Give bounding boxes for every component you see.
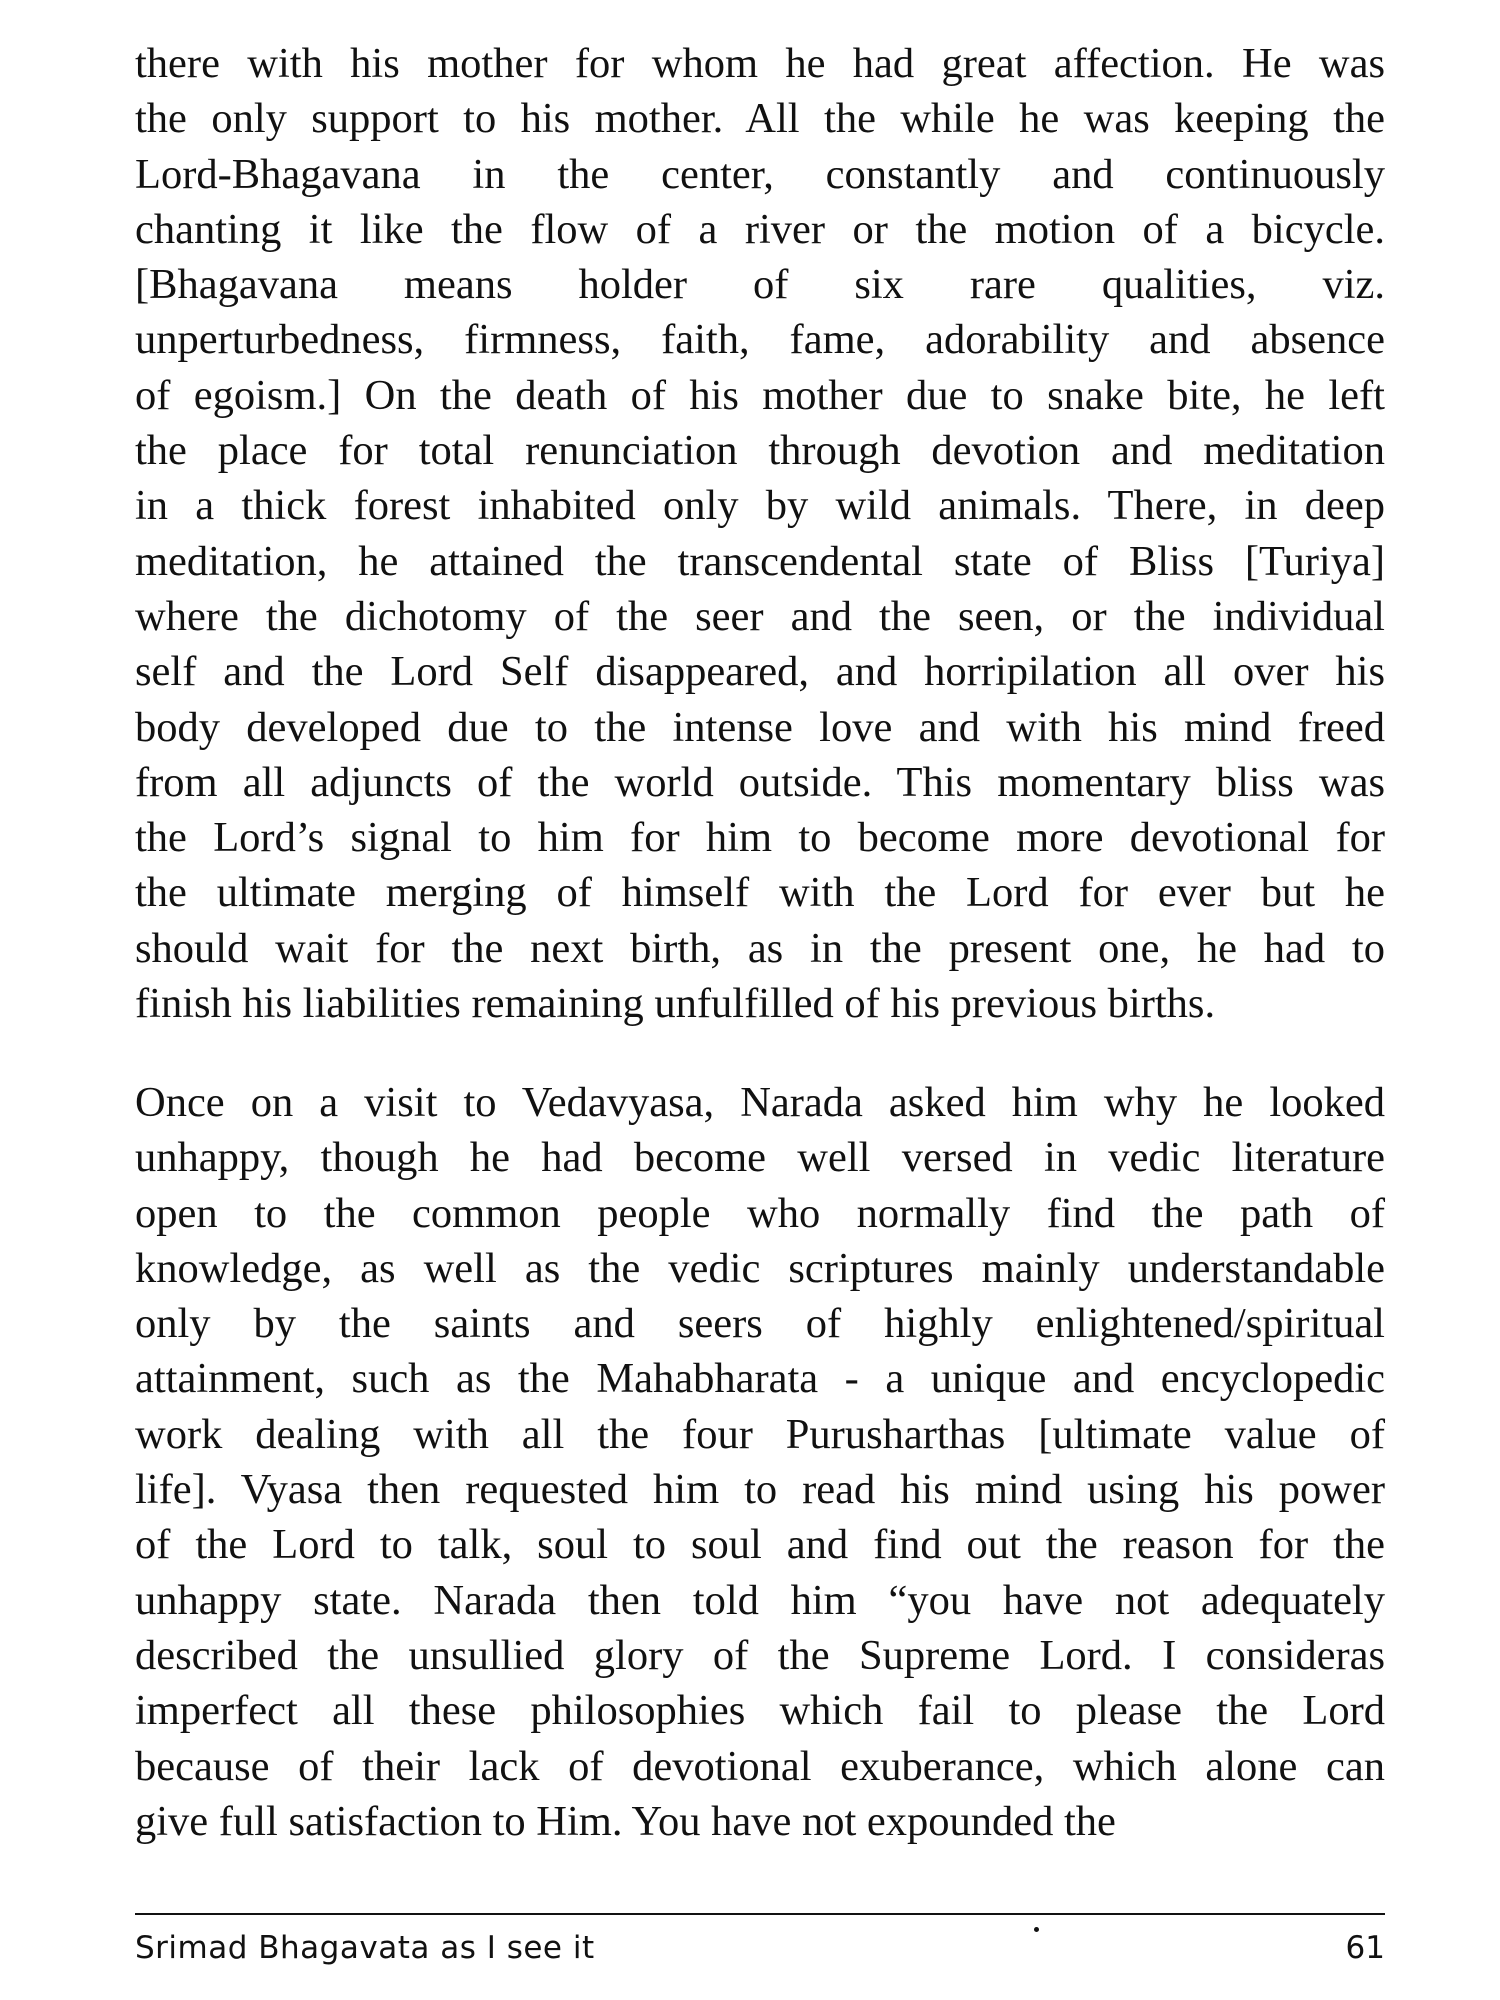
text-line: finish his liabilities remaining unfulfilled of his previous births. [135, 980, 1216, 1028]
footer-rule [135, 1913, 1385, 1915]
text-line: the ultimate merging of himself with the Lord for ever but he [135, 869, 1385, 917]
text-line: Lord-Bhagavana in the center, constantly and continuously [135, 150, 1385, 198]
text-line: attainment, such as the Mahabharata - a unique and encyclopedic [135, 1355, 1385, 1403]
paragraph [135, 36, 1385, 1031]
text-line: give full satisfaction to Him. You have not expounded the [135, 1797, 1116, 1845]
text-line: the only support to his mother. All the while he was keeping the [135, 95, 1385, 143]
text-line: self and the Lord Self disappeared, and horripilation all over his [135, 648, 1385, 696]
text-line: the place for total renunciation through devotion and meditation [135, 427, 1385, 475]
text-line: from all adjuncts of the world outside. This momentary bliss was [135, 758, 1385, 806]
text-line: unhappy state. Narada then told him “you have not adequately [135, 1576, 1385, 1624]
text-line: unhappy, though he had become well versed in vedic literature [135, 1134, 1385, 1182]
text-line: where the dichotomy of the seer and the seen, or the individual [135, 592, 1385, 640]
text-line: imperfect all these philosophies which fail to please the Lord [135, 1687, 1385, 1735]
page-number: 61 [1345, 1930, 1385, 1966]
text-line: should wait for the next birth, as in the present one, he had to [135, 924, 1385, 972]
text-line: knowledge, as well as the vedic scriptures mainly understandable [135, 1244, 1385, 1292]
text-line: life]. Vyasa then requested him to read his mind using his power [135, 1466, 1385, 1514]
text-line: work dealing with all the four Purusharthas [ultimate value of [135, 1410, 1385, 1458]
footer-book-title: Srimad Bhagavata as I see it [135, 1930, 595, 1966]
text-line: in a thick forest inhabited only by wild animals. There, in deep [135, 482, 1385, 530]
text-line: only by the saints and seers of highly enlightened/spiritual [135, 1300, 1385, 1348]
text-line: there with his mother for whom he had great affection. He was [135, 40, 1385, 87]
text-line: of egoism.] On the death of his mother due to snake bite, he left [135, 371, 1385, 419]
speck-mark [1034, 1927, 1039, 1932]
text-line: open to the common people who normally find the path of [135, 1189, 1385, 1237]
paragraph [135, 1075, 1385, 1849]
text-line: unperturbedness, firmness, faith, fame, adorability and absence [135, 316, 1385, 364]
text-line: chanting it like the flow of a river or the motion of a bicycle. [135, 205, 1385, 253]
text-line: the Lord’s signal to him for him to become more devotional for [135, 814, 1385, 862]
text-line: [Bhagavana means holder of six rare qualities, viz. [135, 261, 1385, 309]
text-line: of the Lord to talk, soul to soul and find out the reason for the [135, 1521, 1385, 1569]
text-line: body developed due to the intense love and with his mind freed [135, 703, 1385, 751]
text-line: meditation, he attained the transcendental state of Bliss [Turiya] [135, 537, 1385, 585]
text-line: described the unsullied glory of the Supreme Lord. I consideras [135, 1631, 1385, 1679]
text-line: Once on a visit to Vedavyasa, Narada asked him why he looked [135, 1079, 1385, 1126]
text-line: because of their lack of devotional exuberance, which alone can [135, 1742, 1385, 1790]
